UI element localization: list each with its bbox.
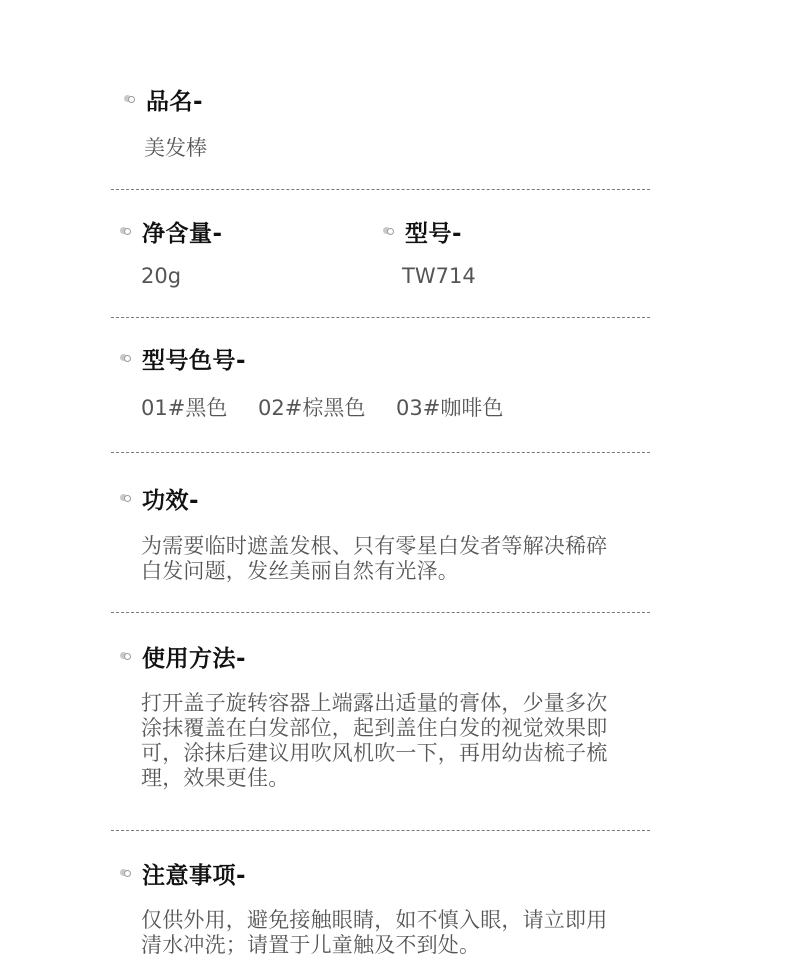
divider xyxy=(111,317,650,318)
notice-line: 清水冲洗；请置于儿童触及不到处。 xyxy=(141,933,481,957)
shades-list xyxy=(141,392,503,422)
usage-line: 涂抹覆盖在白发部位，起到盖住白发的视觉效果即 xyxy=(141,716,608,740)
shades-label: 型号色号- xyxy=(142,347,247,374)
usage-section xyxy=(120,640,246,672)
divider xyxy=(111,612,650,613)
effect-line: 白发问题，发丝美丽自然有光泽。 xyxy=(141,559,459,583)
notice-label: 注意事项- xyxy=(142,862,247,889)
usage-text xyxy=(141,691,651,791)
bullet-icon xyxy=(120,492,134,504)
effect-text xyxy=(141,534,651,584)
notice-section xyxy=(120,857,246,889)
divider xyxy=(111,830,650,831)
model-label: 型号- xyxy=(405,220,463,247)
product-name-value: 美发棒 xyxy=(144,136,207,160)
bullet-icon xyxy=(120,867,134,879)
shade-item: 02#棕黑色 xyxy=(258,396,366,420)
net-content-value: 20g xyxy=(141,264,182,288)
model-value: TW714 xyxy=(402,264,476,288)
effect-label: 功效- xyxy=(142,487,200,514)
product-name-section xyxy=(124,83,203,115)
usage-line: 理，效果更佳。 xyxy=(141,766,290,790)
bullet-icon xyxy=(120,352,134,364)
usage-label: 使用方法- xyxy=(142,645,247,672)
shades-section xyxy=(120,342,246,374)
usage-line: 打开盖子旋转容器上端露出适量的膏体，少量多次 xyxy=(141,691,608,715)
effect-section xyxy=(120,482,199,514)
usage-line: 可，涂抹后建议用吹风机吹一下，再用幼齿梳子梳 xyxy=(141,741,608,765)
net-content-label: 净含量- xyxy=(142,220,223,247)
bullet-icon xyxy=(124,93,138,105)
divider xyxy=(111,452,650,453)
bullet-icon xyxy=(383,225,397,237)
bullet-icon xyxy=(120,650,134,662)
shade-item: 01#黑色 xyxy=(141,396,228,420)
model-section xyxy=(383,215,462,247)
effect-line: 为需要临时遮盖发根、只有零星白发者等解决稀碎 xyxy=(141,534,608,558)
notice-line: 仅供外用，避免接触眼睛，如不慎入眼，请立即用 xyxy=(141,908,608,932)
divider xyxy=(111,189,650,190)
shade-item: 03#咖啡色 xyxy=(396,396,504,420)
bullet-icon xyxy=(120,225,134,237)
net-content-section xyxy=(120,215,223,247)
product-name-label: 品名- xyxy=(146,88,204,115)
notice-text xyxy=(141,908,651,958)
